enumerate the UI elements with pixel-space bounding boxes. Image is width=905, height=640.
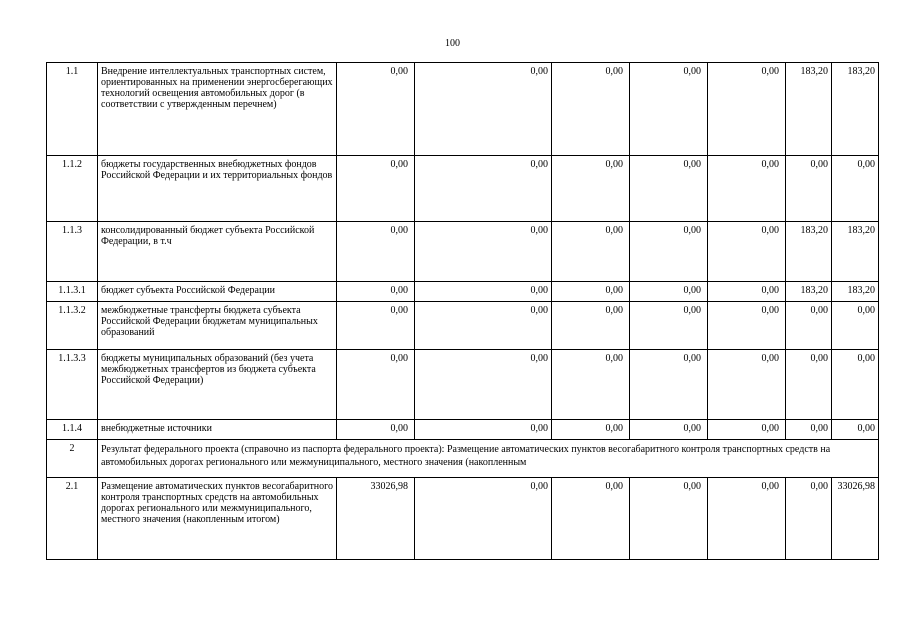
section-number: 2 [47,440,98,478]
value-cell: 0,00 [832,156,879,222]
value-cell: 0,00 [708,156,786,222]
value-cell: 0,00 [415,478,552,560]
section-row [47,440,879,478]
page-number: 100 [445,38,460,49]
value-cell: 0,00 [552,63,630,156]
value-cell: 0,00 [630,302,708,350]
value-cell: 0,00 [415,282,552,302]
value-cell: 183,20 [786,63,832,156]
value-cell: 0,00 [708,420,786,440]
value-cell: 0,00 [415,222,552,282]
value-cell: 0,00 [552,156,630,222]
table-row [47,478,879,560]
row-number: 1.1.3.3 [47,350,98,420]
value-cell: 0,00 [552,282,630,302]
value-cell: 0,00 [630,63,708,156]
row-description: бюджеты муниципальных образований (без учета межбюджетных трансфертов из бюджета субъекта Российской Федерации) [98,350,337,420]
row-description: бюджеты государственных внебюджетных фондов Российской Федерации и их территориальных фондов [98,156,337,222]
table-row [47,420,879,440]
value-cell: 33026,98 [832,478,879,560]
value-cell: 0,00 [708,282,786,302]
value-cell: 0,00 [786,420,832,440]
value-cell: 0,00 [630,420,708,440]
row-number: 1.1.3.1 [47,282,98,302]
table-row [47,282,879,302]
value-cell: 183,20 [832,222,879,282]
value-cell: 0,00 [337,156,415,222]
value-cell: 0,00 [786,478,832,560]
table-row [47,302,879,350]
value-cell: 0,00 [832,302,879,350]
value-cell: 0,00 [786,156,832,222]
value-cell: 33026,98 [337,478,415,560]
value-cell: 0,00 [415,302,552,350]
table-row [47,350,879,420]
row-description: межбюджетные трансферты бюджета субъекта Российской Федерации бюджетам муниципальных образований [98,302,337,350]
value-cell: 183,20 [832,63,879,156]
value-cell: 0,00 [630,350,708,420]
value-cell: 0,00 [708,478,786,560]
value-cell: 0,00 [630,156,708,222]
value-cell: 0,00 [552,420,630,440]
value-cell: 0,00 [415,156,552,222]
value-cell: 0,00 [552,302,630,350]
value-cell: 0,00 [708,63,786,156]
row-description: Внедрение интеллектуальных транспортных систем, ориентированных на применении энергосберегающих технологий освещения автомобильных дорог (в соответствии с утвержденным перечнем) [98,63,337,156]
value-cell: 0,00 [552,350,630,420]
value-cell: 0,00 [630,282,708,302]
value-cell: 0,00 [552,222,630,282]
row-number: 1.1.3 [47,222,98,282]
table-row [47,222,879,282]
table-row [47,63,879,156]
value-cell: 0,00 [337,63,415,156]
table-row [47,156,879,222]
value-cell: 0,00 [415,420,552,440]
value-cell: 0,00 [630,222,708,282]
row-number: 2.1 [47,478,98,560]
value-cell: 183,20 [832,282,879,302]
value-cell: 0,00 [337,282,415,302]
value-cell: 0,00 [337,222,415,282]
budget-table [46,62,879,560]
value-cell: 0,00 [630,478,708,560]
row-description: Размещение автоматических пунктов весогабаритного контроля транспортных средств на автомобильных дорогах регионального или межмуниципального, местного значения (накопленным итогом) [98,478,337,560]
row-description: внебюджетные источники [98,420,337,440]
value-cell: 0,00 [337,302,415,350]
value-cell: 0,00 [552,478,630,560]
row-number: 1.1.3.2 [47,302,98,350]
value-cell: 0,00 [786,350,832,420]
value-cell: 0,00 [415,350,552,420]
value-cell: 183,20 [786,282,832,302]
row-description: консолидированный бюджет субъекта Российской Федерации, в т.ч [98,222,337,282]
value-cell: 0,00 [708,350,786,420]
row-number: 1.1 [47,63,98,156]
row-number: 1.1.2 [47,156,98,222]
section-title: Результат федерального проекта (справочно из паспорта федерального проекта): Размещение автоматических пунктов весогабаритного контроля транспортных средств на автомобильных дорогах регионального или межмуниципального, местного значения (накопленным [98,440,879,478]
value-cell: 0,00 [708,302,786,350]
value-cell: 0,00 [708,222,786,282]
row-description: бюджет субъекта Российской Федерации [98,282,337,302]
value-cell: 0,00 [786,302,832,350]
value-cell: 0,00 [832,350,879,420]
value-cell: 0,00 [415,63,552,156]
value-cell: 0,00 [337,350,415,420]
row-number: 1.1.4 [47,420,98,440]
value-cell: 0,00 [832,420,879,440]
value-cell: 0,00 [337,420,415,440]
value-cell: 183,20 [786,222,832,282]
